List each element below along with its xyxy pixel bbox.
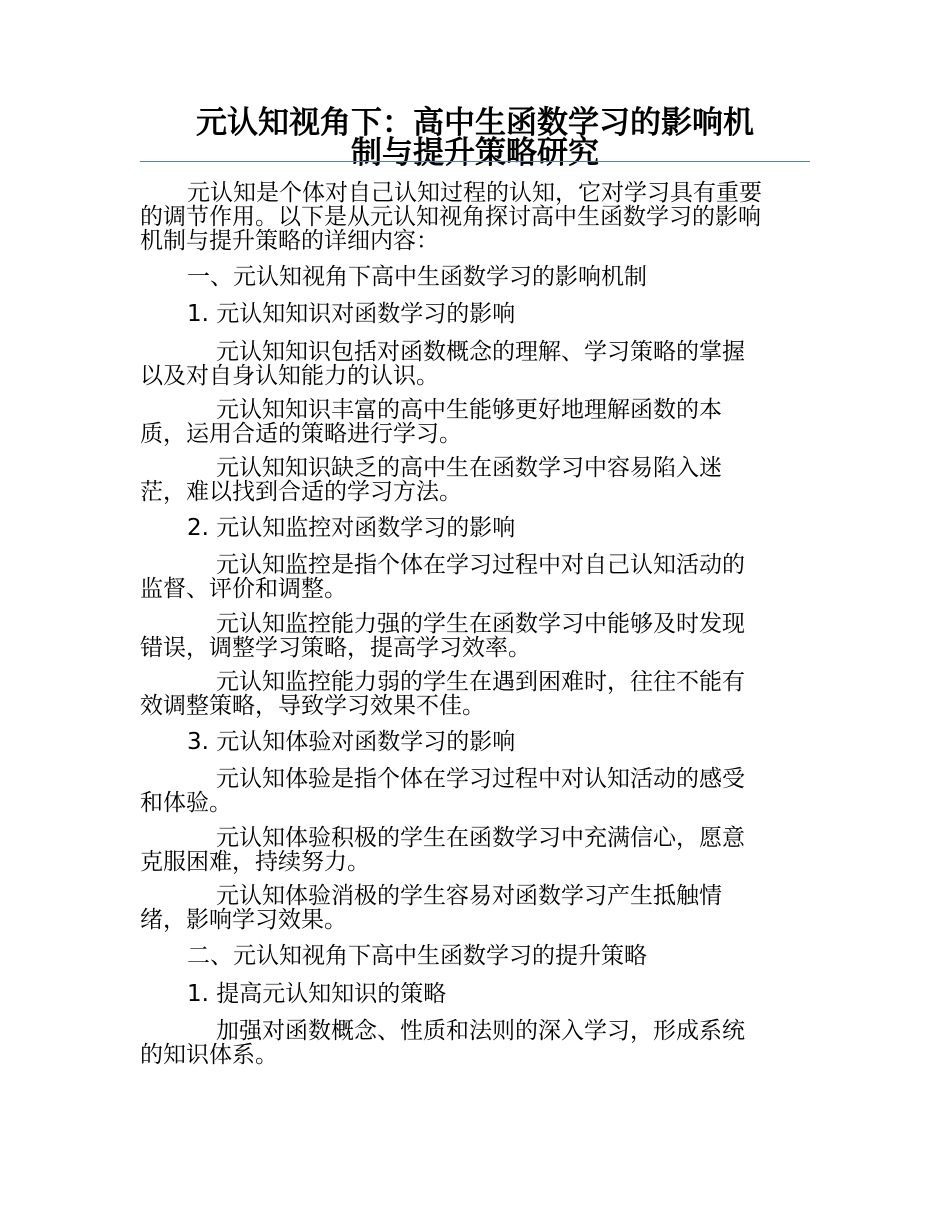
sub1-paragraph-1 [140,340,790,388]
sub1-paragraph-2 [140,398,790,446]
sub3-p3-line-2: 绪，影响学习效果。 [140,907,347,933]
sub2-p2-line-1: 元认知监控能力强的学生在函数学习中能够及时发现 [216,611,745,637]
sub1-p3-line-1: 元认知知识缺乏的高中生在函数学习中容易陷入迷 [216,455,722,481]
sub2-paragraph-3 [140,670,790,718]
sub2-p2-line-2: 错误，调整学习策略，提高学习效率。 [140,635,531,661]
subsection-heading-3: 3. 元认知体验对函数学习的影响 [187,729,516,755]
sub2-p1-line-2: 监督、评价和调整。 [140,576,347,602]
sub1-p2-line-2: 质，运用合适的策略进行学习。 [140,421,462,447]
sub1-p1-line-2: 以及对自身认知能力的认识。 [140,363,439,389]
sub1-p3-line-2: 茫，难以找到合适的学习方法。 [140,479,462,505]
sub3-p3-line-1: 元认知体验消极的学生容易对函数学习产生抵触情 [216,883,722,909]
title-line-1: 元认知视角下：高中生函数学习的影响机 [196,105,754,141]
intro-line-1: 元认知是个体对自己认知过程的认知，它对学习具有重要 [187,180,762,206]
title-underline [140,161,810,162]
sub1-p2-line-1: 元认知知识丰富的高中生能够更好地理解函数的本 [216,397,722,423]
subsection-heading-4: 1. 提高元认知知识的策略 [187,981,447,1007]
sub2-paragraph-2 [140,612,790,660]
sub1-paragraph-3 [140,456,790,504]
document-title [140,105,810,171]
intro-line-2: 的调节作用。以下是从元认知视角探讨高中生函数学习的影响 [140,204,761,230]
sub3-paragraph-1 [140,767,790,815]
sub3-paragraph-3 [140,884,790,932]
sub2-p3-line-2: 效调整策略，导致学习效果不佳。 [140,693,485,719]
section-heading-2: 二、元认知视角下高中生函数学习的提升策略 [187,943,647,969]
sub4-p1-line-2: 的知识体系。 [140,1042,278,1068]
intro-paragraph [140,181,790,253]
sub3-paragraph-2 [140,826,790,874]
title-line-2: 制与提升策略研究 [351,135,599,171]
intro-line-3: 机制与提升策略的详细内容： [140,228,439,254]
sub2-p1-line-1: 元认知监控是指个体在学习过程中对自己认知活动的 [216,552,745,578]
sub3-p1-line-2: 和体验。 [140,790,232,816]
sub4-p1-line-1: 加强对函数概念、性质和法则的深入学习，形成系统 [216,1018,745,1044]
sub3-p2-line-1: 元认知体验积极的学生在函数学习中充满信心，愿意 [216,825,745,851]
subsection-heading-2: 2. 元认知监控对函数学习的影响 [187,515,516,541]
sub3-p1-line-1: 元认知体验是指个体在学习过程中对认知活动的感受 [216,766,745,792]
sub1-p1-line-1: 元认知知识包括对函数概念的理解、学习策略的掌握 [216,339,745,365]
section-heading-1: 一、元认知视角下高中生函数学习的影响机制 [187,264,647,290]
subsection-heading-1: 1. 元认知知识对函数学习的影响 [187,301,516,327]
sub2-paragraph-1 [140,553,790,601]
sub3-p2-line-2: 克服困难，持续努力。 [140,849,370,875]
sub4-paragraph-1 [140,1019,790,1067]
sub2-p3-line-1: 元认知监控能力弱的学生在遇到困难时，往往不能有 [216,669,745,695]
